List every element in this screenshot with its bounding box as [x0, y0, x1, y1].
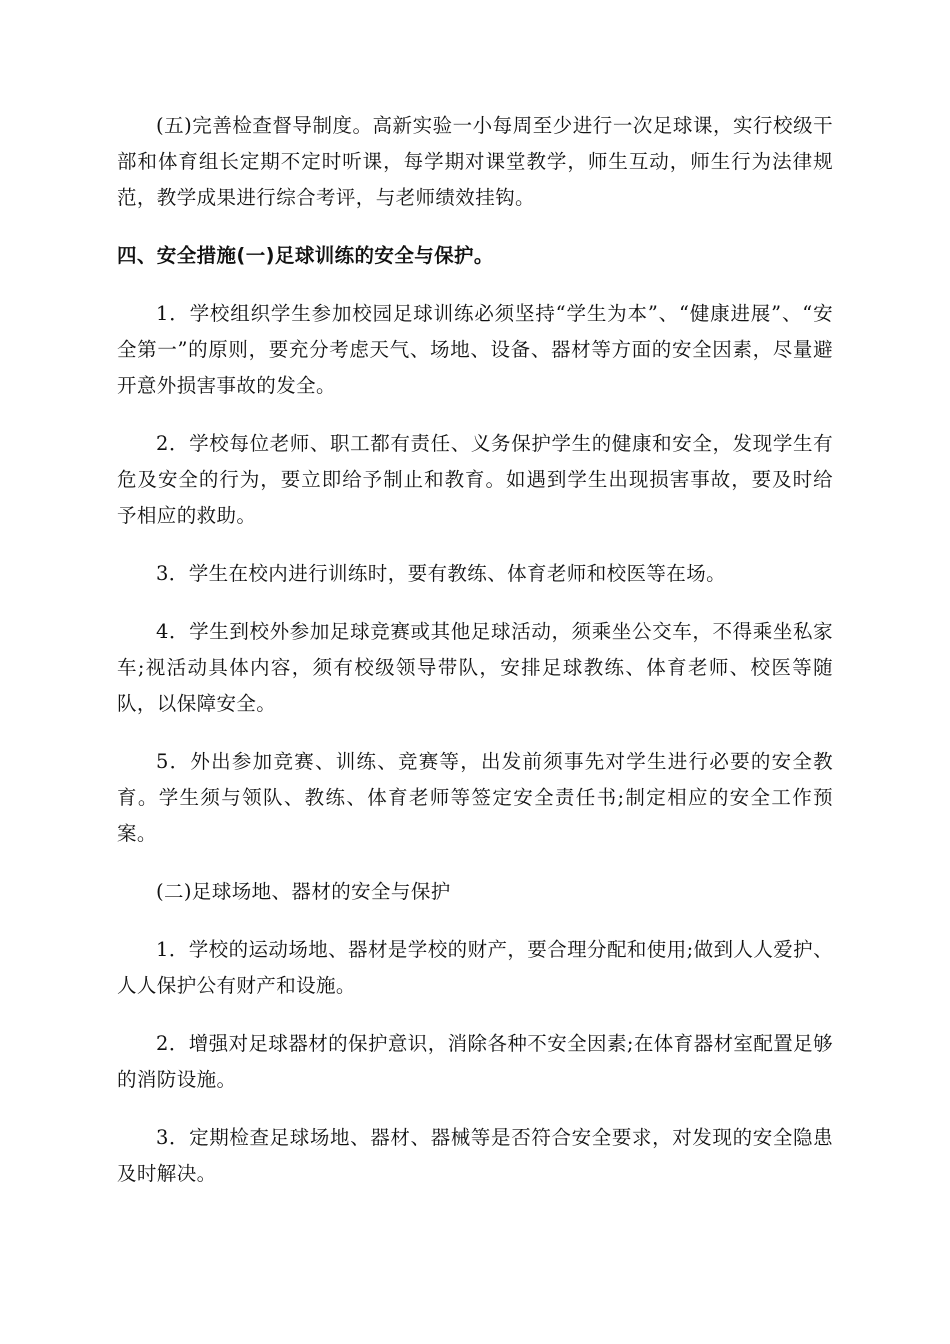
paragraph-supervision-system: (五)完善检查督导制度。高新实验一小每周至少进行一次足球课，实行校级干部和体育组长定期不定时听课，每学期对课堂教学，师生互动，师生行为法律规范，教学成果进行综合考评，与老师绩效挂钩。 [117, 114, 833, 209]
paragraph-safety-item-4: 4．学生到校外参加足球竞赛或其他足球活动，须乘坐公交车，不得乘坐私家车;视活动具体内容，须有校级领导带队，安排足球教练、体育老师、校医等随队，以保障安全。 [117, 620, 833, 715]
paragraph-safety-item-2: 2．学校每位老师、职工都有责任、义务保护学生的健康和安全，发现学生有危及安全的行为，要立即给予制止和教育。如遇到学生出现损害事故，要及时给予相应的救助。 [117, 432, 833, 527]
paragraph-field-item-3: 3．定期检查足球场地、器材、器械等是否符合安全要求，对发现的安全隐患及时解决。 [117, 1126, 833, 1185]
paragraph-safety-item-5: 5．外出参加竞赛、训练、竞赛等，出发前须事先对学生进行必要的安全教育。学生须与领队、教练、体育老师等签定安全责任书;制定相应的安全工作预案。 [117, 750, 833, 845]
section-heading-safety-measures: 四、安全措施(一)足球训练的安全与保护。 [117, 244, 494, 267]
subsection-heading-field-equipment: (二)足球场地、器材的安全与保护 [156, 880, 451, 903]
document-body [117, 108, 833, 1214]
paragraph-field-item-1: 1．学校的运动场地、器材是学校的财产，要合理分配和使用;做到人人爱护、人人保护公有财产和设施。 [117, 938, 833, 997]
paragraph-field-item-2: 2．增强对足球器材的保护意识，消除各种不安全因素;在体育器材室配置足够的消防设施。 [117, 1032, 833, 1091]
paragraph-safety-item-3: 3．学生在校内进行训练时，要有教练、体育老师和校医等在场。 [156, 562, 727, 585]
paragraph-safety-item-1: 1．学校组织学生参加校园足球训练必须坚持“学生为本”、“健康进展”、“安全第一”的原则，要充分考虑天气、场地、设备、器材等方面的安全因素，尽量避开意外损害事故的发全。 [117, 302, 833, 397]
